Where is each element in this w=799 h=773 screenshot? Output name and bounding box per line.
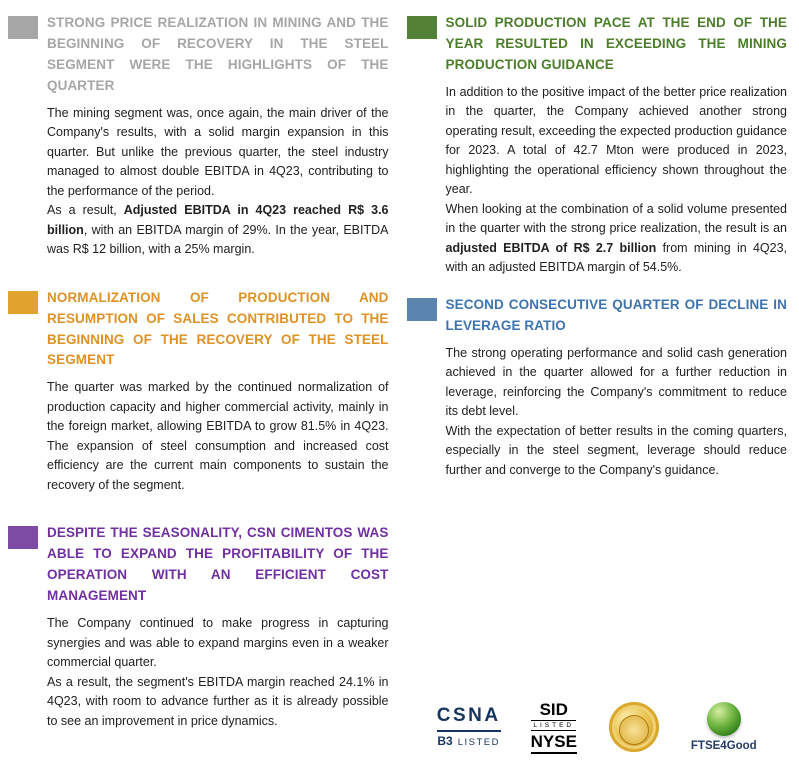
blue-bullet-square: [407, 298, 437, 321]
green-globe-icon: [707, 702, 741, 736]
paragraph: The quarter was marked by the continued normalization of production capacity and higher commercial activity, mainly in the foreign market, allowing EBITDA to grow 81.5% in 4Q23. The expansion of steel consumption and increased cost efficiency are the current main components to sustain the recovery of the segment.: [47, 380, 389, 492]
section-content: [446, 295, 788, 480]
paragraph: As a result, the segment's EBITDA margin reached 24.1% in 4Q23, with room to advance further as it is already possible to see an improvement in price dynamics.: [47, 674, 389, 728]
section-heading: SOLID PRODUCTION PACE AT THE END OF THE YEAR RESULTED IN EXCEEDING THE MINING PRODUCTION GUIDANCE: [445, 15, 787, 72]
gold-seal-inner-disc: [619, 715, 649, 745]
paragraph: In addition to the positive impact of the better price realization in the quarter, the Company achieved another strong operating result, exceeding the expected production guidance for 2023. A total of 42.7 Mton were produced in 2023, highlighting the operational efficiency shown throughout the year.: [445, 84, 787, 197]
nyse-listed-logo: [531, 701, 577, 754]
section-body: [47, 378, 389, 495]
section-body: [446, 83, 788, 278]
b3-listed-row: [437, 730, 501, 748]
b3-exchange-label: B3: [437, 733, 453, 748]
section-body: [47, 104, 389, 260]
section-heading: SECOND CONSECUTIVE QUARTER OF DECLINE IN LEVERAGE RATIO: [445, 296, 787, 333]
b3-listed-label: LISTED: [457, 736, 500, 748]
section-body: [47, 614, 389, 731]
ftse4good-logo: [691, 702, 757, 752]
ftse4good-label: FTSE4Good: [690, 740, 757, 752]
section-heading: DESPITE THE SEASONALITY, CSN CIMENTOS WAS ABLE TO EXPAND THE PROFITABILITY OF THE OPERATION WITH AN EFFICIENT COST MANAGEMENT: [47, 525, 389, 604]
section-csn-cimentos: [8, 523, 389, 731]
section-heading: NORMALIZATION OF PRODUCTION AND RESUMPTION OF SALES CONTRIBUTED TO THE BEGINNING OF THE RECOVERY OF THE STEEL SEGMENT: [47, 289, 389, 368]
section-steel-recovery: [8, 288, 389, 496]
section-heading: STRONG PRICE REALIZATION IN MINING AND THE BEGINNING OF RECOVERY IN THE STEEL SEGMENT WERE THE HIGHLIGHTS OF THE QUARTER: [47, 15, 389, 93]
paragraph: The Company continued to make progress in capturing synergies and was able to expand margins even in a weaker commercial quarter.: [47, 616, 389, 670]
section-mining-price-realization: [8, 13, 389, 260]
nyse-ticker: SID: [539, 699, 568, 719]
paragraph: The strong operating performance and solid cash generation achieved in the quarter allowed for a further reduction in leverage, reinforcing the Company's commitment to reduce its debt level.: [445, 345, 787, 419]
gray-bullet-square: [8, 16, 38, 39]
section-content: [446, 13, 788, 278]
section-content: [47, 13, 389, 260]
section-body: [446, 344, 788, 481]
green-bullet-square: [407, 16, 437, 39]
nyse-exchange-label: NYSE: [531, 733, 577, 754]
paragraph: When looking at the combination of a solid volume presented in the quarter with the strong price realization, the result is an adjusted EBITDA of R$ 2.7 billion from mining in 4Q23, with an adjusted EBITDA margin of 54.5%.: [445, 201, 787, 275]
right-column: [407, 13, 788, 763]
left-column: [8, 13, 389, 763]
section-content: [47, 288, 389, 496]
paragraph: With the expectation of better results in the coming quarters, especially in the steel segment, leverage should reduce further and converge to the Company's guidance.: [445, 423, 787, 477]
purple-bullet-square: [8, 526, 38, 549]
b3-listed-logo: [437, 706, 501, 748]
b3-ticker: CSNA: [436, 705, 501, 727]
paragraph: As a result, Adjusted EBITDA in 4Q23 reached R$ 3.6 billion, with an EBITDA margin of 29%. In the year, EBITDA was R$ 12 billion, with a 25% margin.: [47, 203, 389, 257]
section-production-guidance: [407, 13, 788, 278]
paragraph: The mining segment was, once again, the main driver of the Company's results, with a solid margin expansion in this quarter. But unlike the previous quarter, the steel industry managed to almost double EBITDA in 4Q23, contributing to the performance of the period.: [47, 105, 389, 198]
section-leverage-ratio: [407, 295, 788, 480]
listing-logos-strip: [407, 699, 788, 763]
gold-seal-icon: [607, 699, 661, 755]
orange-bullet-square: [8, 291, 38, 314]
section-content: [47, 523, 389, 731]
nyse-listed-label: LISTED: [533, 721, 575, 729]
